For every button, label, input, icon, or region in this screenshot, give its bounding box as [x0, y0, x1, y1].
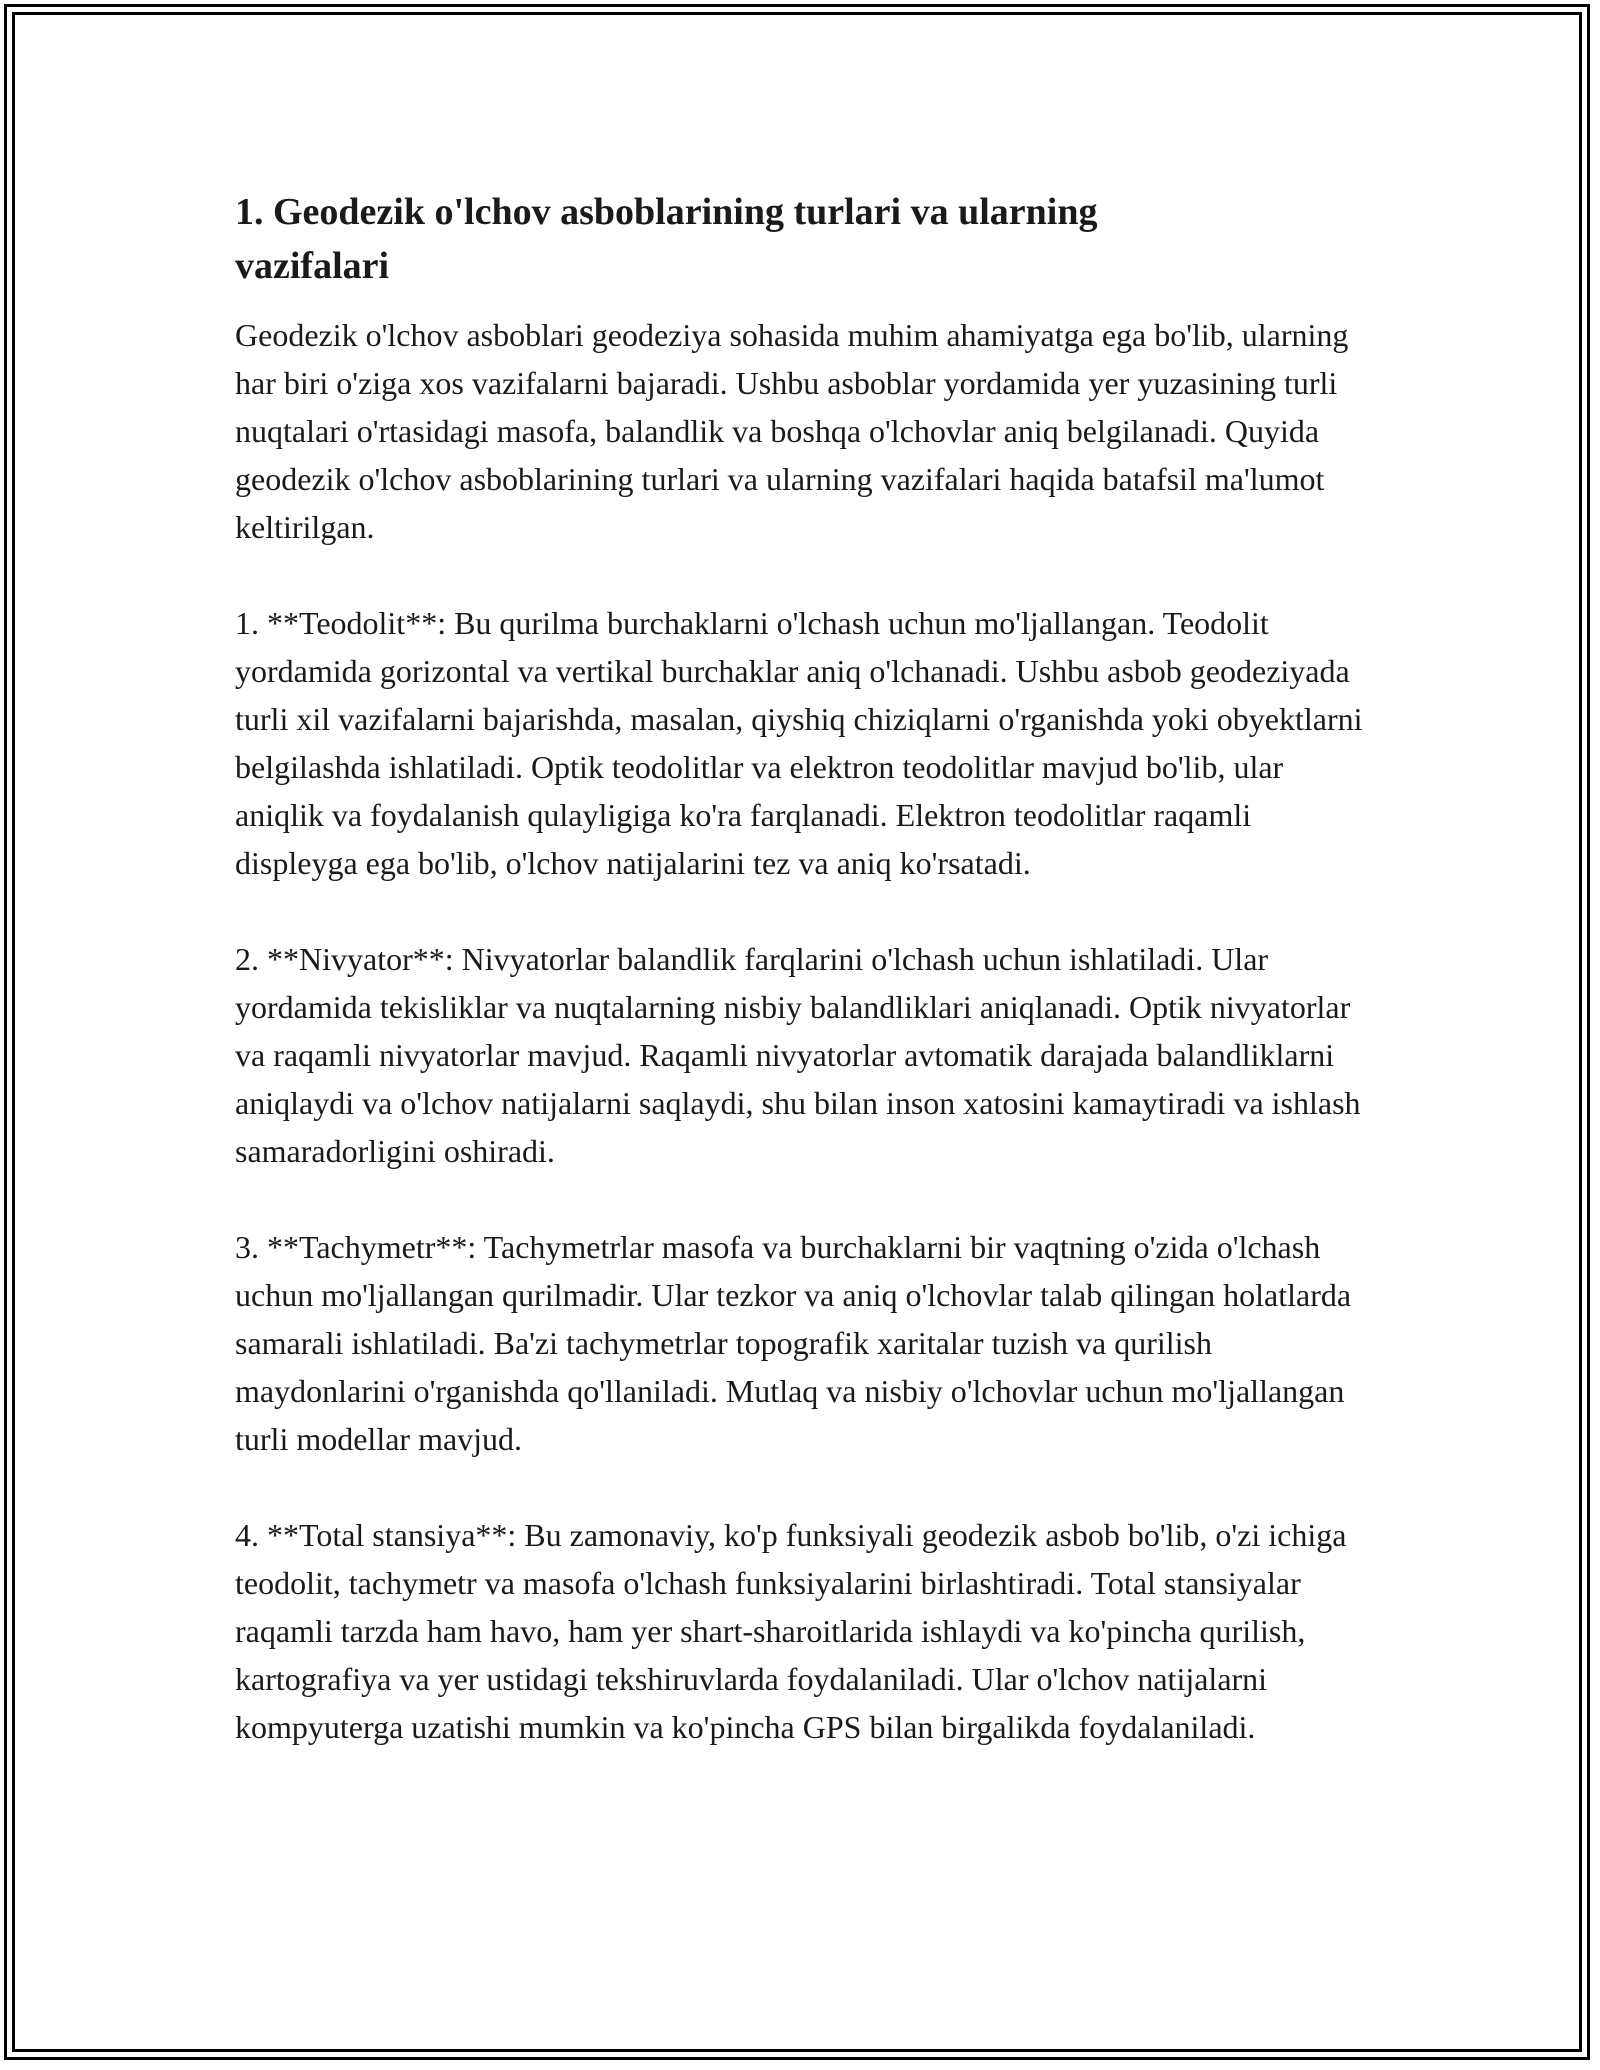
nivyator-paragraph: 2. **Nivyator**: Nivyatorlar balandlik farqlarini o'lchash uchun ishlatiladi. Ular yordamida tekisliklar va nuqtalarning nisbiy balandliklari aniqlanadi. Optik nivyatorlar va raqamli nivyatorlar mavjud. Raqamli nivyatorlar avtomatik darajada balandliklarni aniqlaydi va o'lchov natijalarni saqlaydi, shu bilan inson xatosini kamaytiradi va ishlash samaradorligini oshiradi.: [235, 941, 1361, 1169]
teodolit-paragraph: 1. **Teodolit**: Bu qurilma burchaklarni o'lchash uchun mo'ljallangan. Teodolit yordamida gorizontal va vertikal burchaklar aniq o'lchanadi. Ushbu asbob geodeziyada turli xil vazifalarni bajarishda, masalan, qiyshiq chiziqlarni o'rganishda yoki obyektlarni belgilashda ishlatiladi. Optik teodolitlar va elektron teodolitlar mavjud bo'lib, ular aniqlik va foydalanish qulayligiga ko'ra farqlanadi. Elektron teodolitlar raqamli displeyga ega bo'lib, o'lchov natijalarini tez va aniq ko'rsatadi.: [235, 605, 1363, 881]
intro-paragraph: Geodezik o'lchov asboblari geodeziya sohasida muhim ahamiyatga ega bo'lib, ularning har biri o'ziga xos vazifalarni bajaradi. Ushbu asboblar yordamida yer yuzasining turli nuqtalari o'rtasidagi masofa, balandlik va boshqa o'lchovlar aniq belgilanadi. Quyida geodezik o'lchov asboblarining turlari va ularning vazifalari haqida batafsil ma'lumot keltirilgan.: [235, 317, 1349, 545]
tachymetr-paragraph: 3. **Tachymetr**: Tachymetrlar masofa va burchaklarni bir vaqtning o'zida o'lchash uchun mo'ljallangan qurilmadir. Ular tezkor va aniq o'lchovlar talab qilingan holatlarda samarali ishlatiladi. Ba'zi tachymetrlar topografik xaritalar tuzish va qurilish maydonlarini o'rganishda qo'llaniladi. Mutlaq va nisbiy o'lchovlar uchun mo'ljallangan turli modellar mavjud.: [235, 1229, 1352, 1457]
total-stansiya-paragraph: 4. **Total stansiya**: Bu zamonaviy, ko'p funksiyali geodezik asbob bo'lib, o'zi ichiga teodolit, tachymetr va masofa o'lchash funksiyalarini birlashtiradi. Total stansiyalar raqamli tarzda ham havo, ham yer shart-sharoitlarida ishlaydi va ko'pincha qurilish, kartografiya va yer ustidagi tekshiruvlarda foydalaniladi. Ular o'lchov natijalarni kompyuterga uzatishi mumkin va ko'pincha GPS bilan birgalikda foydalaniladi.: [235, 1517, 1347, 1745]
document-body: [235, 185, 1375, 1799]
document-title: 1. Geodezik o'lchov asboblarining turlari va ularning vazifalari: [235, 191, 1098, 287]
